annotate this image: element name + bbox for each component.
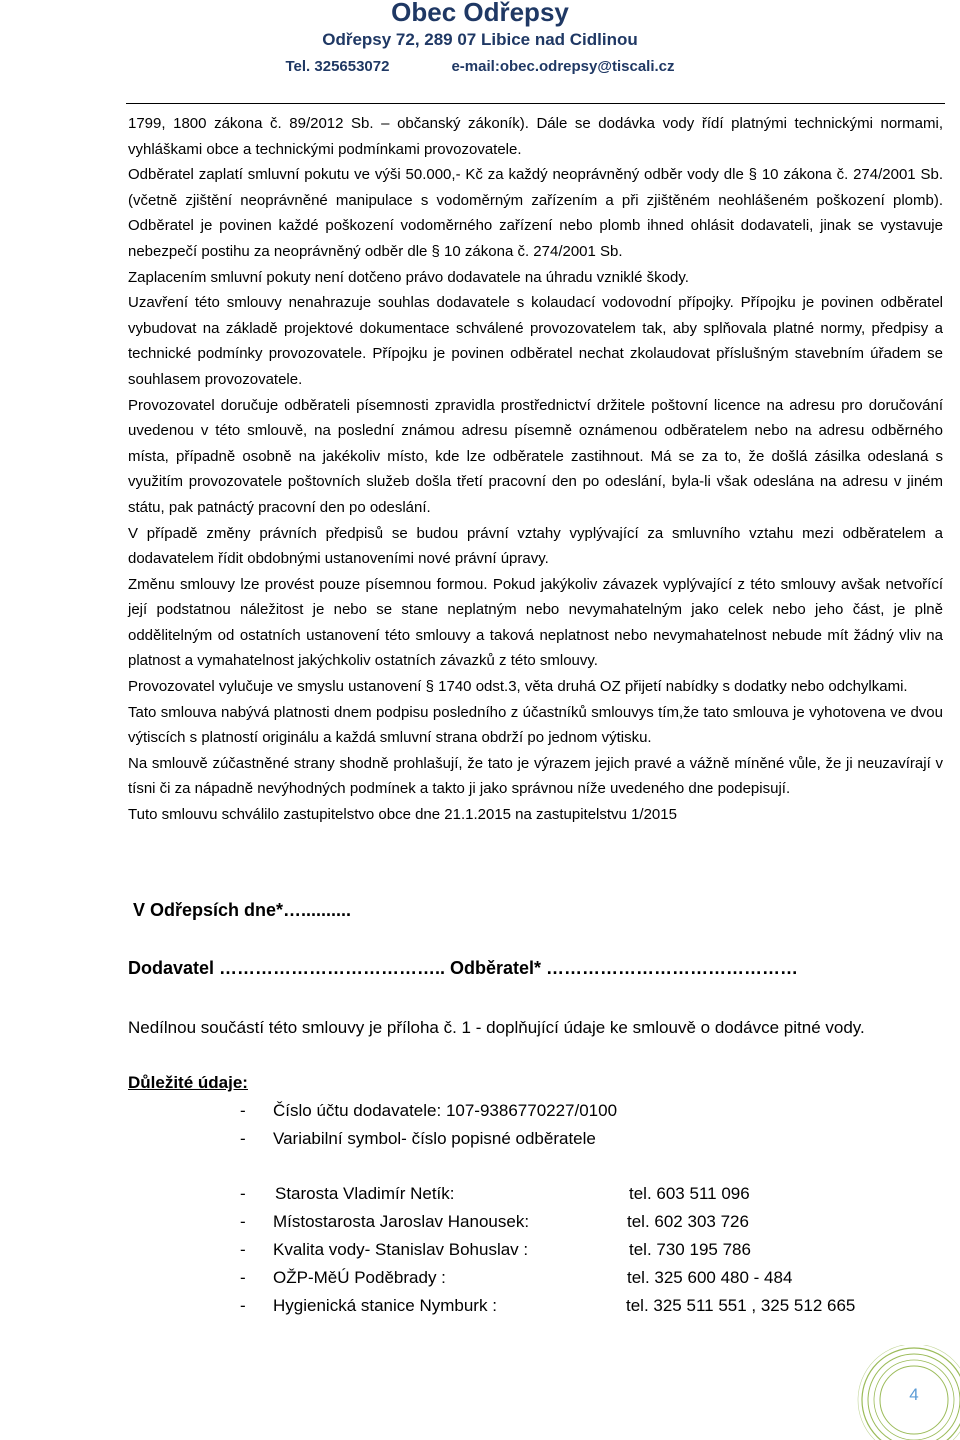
contact-list: [240, 1180, 940, 1320]
paragraph: Tuto smlouvu schválilo zastupitelstvo obce dne 21.1.2015 na zastupitelstvu 1/2015: [128, 806, 677, 824]
paragraph: V případě změny právních předpisů se budou právní vztahy vyplývající za smluvního vztahu mezi odběratelem a dodavatelem řídit obdobnými ustanoveními nové právní úpravy.: [128, 524, 943, 568]
paragraph: Změnu smlouvy lze provést pouze písemnou formou. Pokud jakýkoliv závazek vyplývající z této smlouvy avšak netvořící její podstatnou náležitost je nebo se stane neplatným nebo nevymahatelným jako celek nebo jeho část, je plně oddělitelným od ostatních ustanovení této smlouvy a taková neplatnost nebo nevymahatelnost nebude mít žádný vliv na platnost a vymahatelnost jakýchkoliv ostatních závazků z této smlouvy.: [128, 575, 943, 670]
paragraph: Na smlouvě zúčastněné strany shodně prohlašují, že tato je výrazem jejich pravé a vážně míněné vůle, že ji neuzavírají v tísni či za nápadně nevýhodných podmínek a takto ji jako správnou níže uvedeného dne podepisují.: [128, 754, 943, 798]
paragraph: Uzavření této smlouvy nenahrazuje souhlas dodavatele s kolaudací vodovodní přípojky. Přípojku je povinen odběratel vybudovat na základě projektové dokumentace schválené provozovatelem tak, aby splňovala platné normy, předpisy a technické podmínky provozovatele. Přípojku je povinen odběratel nechat zkolaudovat příslušným stavebním úřadem se souhlasem provozovatele.: [128, 294, 943, 388]
list-marker: -: [240, 1184, 246, 1203]
signature-parties-line: Dodavatel ……………………………….. Odběratel* ……………………………………: [128, 958, 799, 978]
list-item-text: Variabilní symbol- číslo popisné odběratele: [273, 1129, 596, 1148]
list-item-text: Číslo účtu dodavatele: 107-9386770227/0100: [273, 1101, 618, 1120]
paragraph: Tato smlouva nabývá platnosti dnem podpisu posledního z účastníků smlouvys tím,že tato smlouva je vyhotovena ve dvou výtiscích s platností originálu a každá smluvní strana obdrží po jednom výtisku.: [128, 703, 943, 747]
contact-row: [240, 1236, 940, 1264]
appendix-note: Nedílnou součástí této smlouvy je příloha č. 1 - doplňující údaje ke smlouvě o dodávce pitné vody.: [128, 1018, 865, 1037]
contact-row: [240, 1292, 940, 1320]
contact-name: OŽP-MěÚ Poděbrady :: [273, 1268, 446, 1287]
contact-phone: tel. 603 511 096: [629, 1184, 750, 1203]
list-marker: -: [240, 1212, 246, 1231]
municipality-contact: [0, 57, 960, 77]
header-rule: [126, 103, 945, 104]
municipality-name: Obec Odřepsy: [391, 0, 569, 27]
contact-name: Místostarosta Jaroslav Hanousek:: [273, 1212, 530, 1231]
contact-name: Starosta Vladimír Netík:: [275, 1184, 455, 1203]
list-marker: -: [240, 1296, 246, 1315]
page-number: 4: [909, 1385, 919, 1404]
paragraph: Provozovatel doručuje odběrateli písemnosti zpravidla prostřednictví držitele poštovní licence na adresu pro doručování uvedenou v této smlouvě, na poslední známou adresu písemně oznámenou odběratelem nebo na adresu odběrného místa, případně osobně na jakékoliv místo, kde lze odběratele zastihnout. Má se za to, že došlá zásilka odeslaná s využitím provozovatele poštovních služeb došla třetí pracovní den po odeslání, byla-li však odeslána na adresu v jiném státu, pak patnáctý pracovní den po odeslání.: [128, 396, 943, 516]
signature-date-line: V Odřepsích dne*…..........: [133, 900, 352, 920]
list-marker: -: [240, 1240, 246, 1259]
important-info-list: [240, 1097, 617, 1153]
list-item: [240, 1097, 617, 1125]
contact-name: Hygienická stanice Nymburk :: [273, 1296, 497, 1315]
contact-phone: tel. 325 600 480 - 484: [627, 1268, 793, 1287]
contact-row: [240, 1180, 940, 1208]
paragraph: Provozovatel vylučuje ve smyslu ustanovení § 1740 odst.3, věta druhá OZ přijetí nabídky s dodatky nebo odchylkami.: [128, 678, 908, 696]
contact-name: Kvalita vody- Stanislav Bohuslav :: [273, 1240, 529, 1259]
header-email: e-mail:obec.odrepsy@tiscali.cz: [451, 58, 675, 75]
contact-row: [240, 1264, 940, 1292]
paragraph: 1799, 1800 zákona č. 89/2012 Sb. – občanský zákoník). Dále se dodávka vody řídí platnými technickými normami, vyhláškami obce a technickými podmínkami provozovatele.: [128, 115, 943, 158]
contact-phone: tel. 730 195 786: [629, 1240, 751, 1259]
list-marker: -: [240, 1268, 246, 1287]
contact-phone: tel. 325 511 551 , 325 512 665: [626, 1296, 856, 1315]
list-marker: -: [240, 1129, 246, 1148]
list-item: [240, 1125, 617, 1153]
header-phone: Tel. 325653072: [285, 58, 390, 75]
important-info-heading: Důležité údaje:: [128, 1073, 248, 1092]
contact-row: [240, 1208, 940, 1236]
municipality-address: Odřepsy 72, 289 07 Libice nad Cidlinou: [322, 30, 638, 49]
contract-body: [128, 111, 943, 828]
paragraph: Odběratel zaplatí smluvní pokutu ve výši 50.000,- Kč za každý neoprávněný odběr vody dle § 10 zákona č. 274/2001 Sb. (včetně zjištění neoprávněné manipulace s vodoměrným zařízením a při zjištěném neohlášeném poškození plomb). Odběratel je povinen každé poškození vodoměrného zařízení nebo plomb ihned ohlásit dodavateli, jinak se vystavuje nebezpečí postihu za neoprávněný odběr dle § 10 zákona č. 274/2001 Sb.: [128, 166, 943, 260]
list-marker: -: [240, 1101, 246, 1120]
contact-phone: tel. 602 303 726: [627, 1212, 749, 1231]
paragraph: Zaplacením smluvní pokuty není dotčeno právo dodavatele na úhradu vzniklé škody.: [128, 268, 689, 286]
